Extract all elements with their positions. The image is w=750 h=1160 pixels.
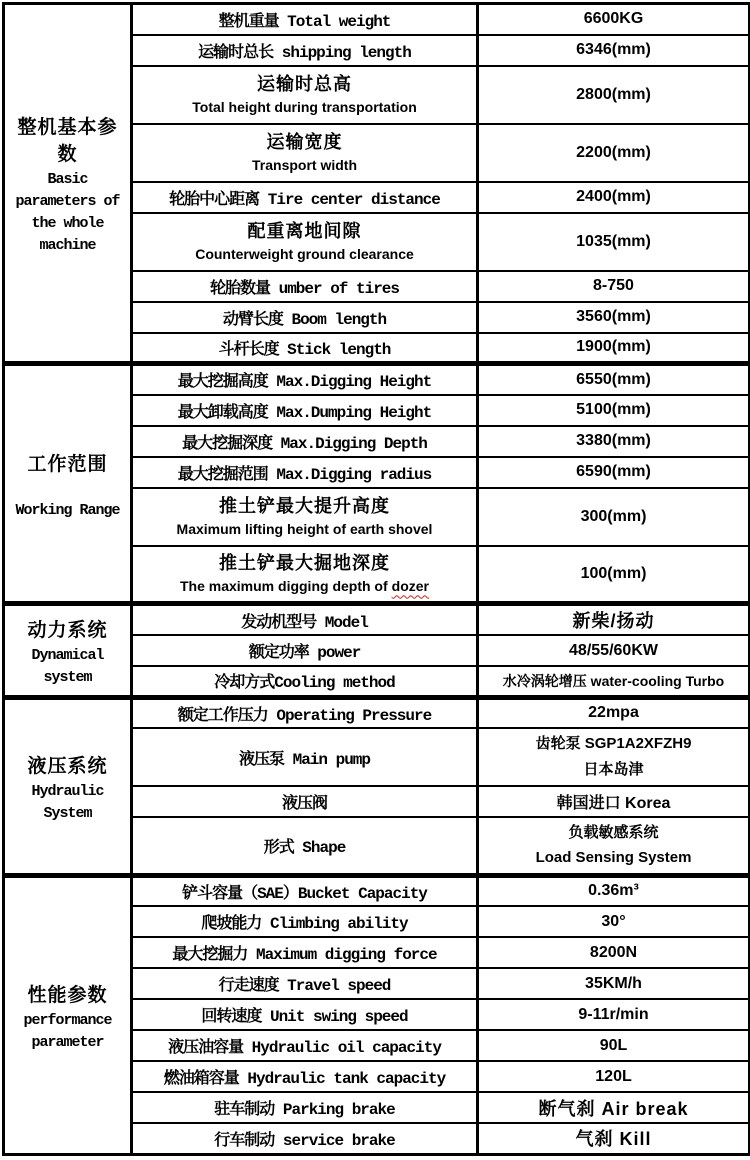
value-cell xyxy=(478,488,750,546)
spec-table xyxy=(2,2,750,1156)
value-text: 6590(mm) xyxy=(576,463,651,480)
value-cell xyxy=(478,875,750,906)
param-cell xyxy=(132,697,478,728)
category-line-zh: 性能参数 xyxy=(27,984,108,1006)
value-cell xyxy=(478,786,750,817)
value-line-1: 负载敏感系统 xyxy=(568,824,659,842)
value-text: 100(mm) xyxy=(580,564,647,582)
param-label-zh: 运输时总高 xyxy=(257,74,352,94)
category-line-zh: 液压系统 xyxy=(27,755,108,777)
value-text: 90L xyxy=(599,1036,628,1054)
param-label: 铲斗容量（SAE）Bucket Capacity xyxy=(182,884,427,903)
value-text: 1900(mm) xyxy=(576,338,651,356)
category-line-en: machine xyxy=(39,237,96,254)
param-cell xyxy=(132,4,478,35)
param-cell xyxy=(132,937,478,968)
param-label-en: Total height during transportation xyxy=(192,99,417,115)
param-cell xyxy=(132,999,478,1030)
param-cell xyxy=(132,302,478,333)
value-text: 6346(mm) xyxy=(576,41,651,58)
param-label: 最大挖掘深度 Max.Digging Depth xyxy=(182,434,427,453)
value-line-1: 齿轮泵 SGP1A2XFZH9 xyxy=(535,735,692,752)
value-text: 1035(mm) xyxy=(576,232,651,250)
value-text: 120L xyxy=(595,1067,632,1085)
value-cell xyxy=(478,999,750,1030)
value-cell xyxy=(478,635,750,666)
category-line-en: parameter xyxy=(31,1033,104,1051)
value-cell xyxy=(478,213,750,271)
param-label-en: Transport width xyxy=(252,157,357,173)
value-text: 2800(mm) xyxy=(576,85,651,103)
table-row xyxy=(4,875,750,906)
value-text: 断气刹 Air break xyxy=(538,1098,689,1119)
param-cell xyxy=(132,488,478,546)
category-line-zh: 整机基本参数 xyxy=(17,117,118,165)
value-cell xyxy=(478,546,750,604)
value-cell xyxy=(478,604,750,636)
value-text: 5100(mm) xyxy=(576,401,651,418)
value-cell xyxy=(478,728,750,786)
param-label: 斗杆长度 Stick length xyxy=(218,340,391,359)
table-row xyxy=(4,604,750,636)
value-cell xyxy=(478,395,750,426)
value-text: 9-11r/min xyxy=(578,1005,649,1023)
param-label: 最大挖掘范围 Max.Digging radius xyxy=(177,465,432,484)
category-line-en: Dynamical xyxy=(31,646,104,664)
value-cell xyxy=(478,1030,750,1061)
param-cell xyxy=(132,182,478,213)
category-line-en: Hydraulic xyxy=(31,782,104,800)
param-label: 行走速度 Travel speed xyxy=(218,977,391,995)
param-cell xyxy=(132,817,478,875)
value-cell xyxy=(478,1061,750,1092)
table-row xyxy=(4,697,750,728)
category-line-zh: 动力系统 xyxy=(27,619,108,641)
param-cell xyxy=(132,635,478,666)
param-label: 发动机型号 Model xyxy=(241,613,368,632)
value-text: 2400(mm) xyxy=(576,188,651,205)
param-cell xyxy=(132,906,478,937)
param-label: 行车制动 service brake xyxy=(214,1131,395,1150)
param-cell xyxy=(132,875,478,906)
category-line-en: Working Range xyxy=(15,501,120,519)
value-cell xyxy=(478,457,750,488)
value-text: 22mpa xyxy=(588,704,639,722)
value-cell xyxy=(478,364,750,395)
value-cell xyxy=(478,426,750,457)
misspelled-word: dozer xyxy=(391,578,429,595)
category-cell-hydraulic-system xyxy=(4,697,132,875)
category-label xyxy=(8,112,127,254)
param-label-en-text: The maximum digging depth of xyxy=(179,578,388,595)
param-label: 动臂长度 Boom length xyxy=(222,310,387,329)
param-cell xyxy=(132,666,478,697)
value-cell xyxy=(478,333,750,364)
value-cell xyxy=(478,968,750,999)
value-text: 48/55/60KW xyxy=(569,641,658,659)
param-cell xyxy=(132,968,478,999)
value-text: 新柴/扬动 xyxy=(572,611,655,631)
value-cell xyxy=(478,1092,750,1123)
param-cell xyxy=(132,35,478,66)
category-cell-basic-parameters xyxy=(4,4,132,364)
value-text: 8-750 xyxy=(593,277,634,294)
value-text: 300(mm) xyxy=(580,507,647,525)
param-cell xyxy=(132,426,478,457)
category-line-en: System xyxy=(43,804,92,822)
param-label-en: Counterweight ground clearance xyxy=(195,246,414,262)
param-label-en xyxy=(136,576,473,597)
param-cell xyxy=(132,1123,478,1154)
param-cell xyxy=(132,1061,478,1092)
param-label: 轮胎数量 umber of tires xyxy=(209,279,400,298)
table-row xyxy=(4,364,750,395)
param-label: 整机重量 Total weight xyxy=(218,12,391,31)
value-cell xyxy=(478,124,750,182)
category-label xyxy=(8,449,127,519)
param-cell xyxy=(132,786,478,817)
category-label xyxy=(8,980,127,1051)
value-text: 韩国进口 Korea xyxy=(556,795,671,812)
param-cell xyxy=(132,213,478,271)
param-cell xyxy=(132,457,478,488)
category-line-en: the whole xyxy=(31,215,104,232)
value-text: 35KM/h xyxy=(585,974,642,992)
param-label: 液压阀 xyxy=(281,795,327,813)
category-line-en: system xyxy=(43,668,92,686)
value-text: 6550(mm) xyxy=(576,370,651,388)
value-text: 3560(mm) xyxy=(576,308,651,325)
param-cell xyxy=(132,1092,478,1123)
value-text: 0.36m³ xyxy=(588,882,639,900)
param-label: 最大卸载高度 Max.Dumping Height xyxy=(177,403,432,422)
param-label: 形式 Shape xyxy=(263,838,346,857)
param-cell xyxy=(132,604,478,636)
value-cell xyxy=(478,817,750,875)
param-label: 轮胎中心距离 Tire center distance xyxy=(169,190,440,209)
value-cell xyxy=(478,66,750,124)
param-label: 驻车制动 Parking brake xyxy=(214,1101,395,1119)
param-label: 额定工作压力 Operating Pressure xyxy=(177,706,432,725)
param-cell xyxy=(132,124,478,182)
param-label-zh: 推土铲最大提升高度 xyxy=(219,496,390,516)
param-label: 最大挖掘力 Maximum digging force xyxy=(172,946,437,964)
category-cell-dynamical-system xyxy=(4,604,132,698)
value-text: 2200(mm) xyxy=(576,143,651,161)
value-cell xyxy=(478,697,750,728)
value-cell xyxy=(478,271,750,302)
value-line-2: 日本岛津 xyxy=(583,761,644,778)
value-cell xyxy=(478,906,750,937)
param-label: 额定功率 power xyxy=(248,644,361,662)
category-label xyxy=(8,615,127,686)
param-cell xyxy=(132,546,478,604)
param-cell xyxy=(132,333,478,364)
param-label: 运输时总长 shipping length xyxy=(198,43,411,62)
table-row xyxy=(4,4,750,35)
param-label: 液压泵 Main pump xyxy=(238,750,371,769)
param-label: 液压油容量 Hydraulic oil capacity xyxy=(168,1039,441,1057)
value-text: 水冷涡轮增压 water-cooling Turbo xyxy=(502,672,725,689)
value-line-2: Load Sensing System xyxy=(535,849,692,867)
param-label: 回转速度 Unit swing speed xyxy=(201,1008,408,1026)
value-cell xyxy=(478,1123,750,1154)
category-line-zh: 工作范围 xyxy=(27,453,108,475)
category-cell-performance-parameter xyxy=(4,875,132,1154)
value-cell xyxy=(478,4,750,35)
param-cell xyxy=(132,395,478,426)
category-line-en: performance xyxy=(23,1011,112,1029)
category-line-en: parameters of xyxy=(15,193,120,210)
param-label: 冷却方式Cooling method xyxy=(214,674,395,693)
param-label: 爬坡能力 Climbing ability xyxy=(201,915,408,933)
param-cell xyxy=(132,271,478,302)
value-text: 气刹 Kill xyxy=(575,1129,652,1150)
value-text: 30° xyxy=(601,912,626,930)
param-cell xyxy=(132,1030,478,1061)
value-text: 8200N xyxy=(589,943,638,961)
param-label: 燃油箱容量 Hydraulic tank capacity xyxy=(163,1070,446,1088)
value-cell xyxy=(478,182,750,213)
param-label-en: Maximum lifting height of earth shovel xyxy=(176,521,433,537)
param-label-zh: 推土铲最大掘地深度 xyxy=(219,553,390,574)
param-cell xyxy=(132,364,478,395)
value-cell xyxy=(478,302,750,333)
category-line-en: Basic xyxy=(47,171,88,188)
param-cell xyxy=(132,66,478,124)
param-label-zh: 配重离地间隙 xyxy=(247,221,362,241)
param-cell xyxy=(132,728,478,786)
value-cell xyxy=(478,666,750,697)
value-text: 6600KG xyxy=(583,10,644,28)
category-cell-working-range xyxy=(4,364,132,604)
param-label-zh: 运输宽度 xyxy=(266,132,343,152)
category-label xyxy=(8,751,127,822)
value-text: 3380(mm) xyxy=(576,432,651,449)
param-label: 最大挖掘高度 Max.Digging Height xyxy=(177,373,432,392)
value-cell xyxy=(478,937,750,968)
value-cell xyxy=(478,35,750,66)
